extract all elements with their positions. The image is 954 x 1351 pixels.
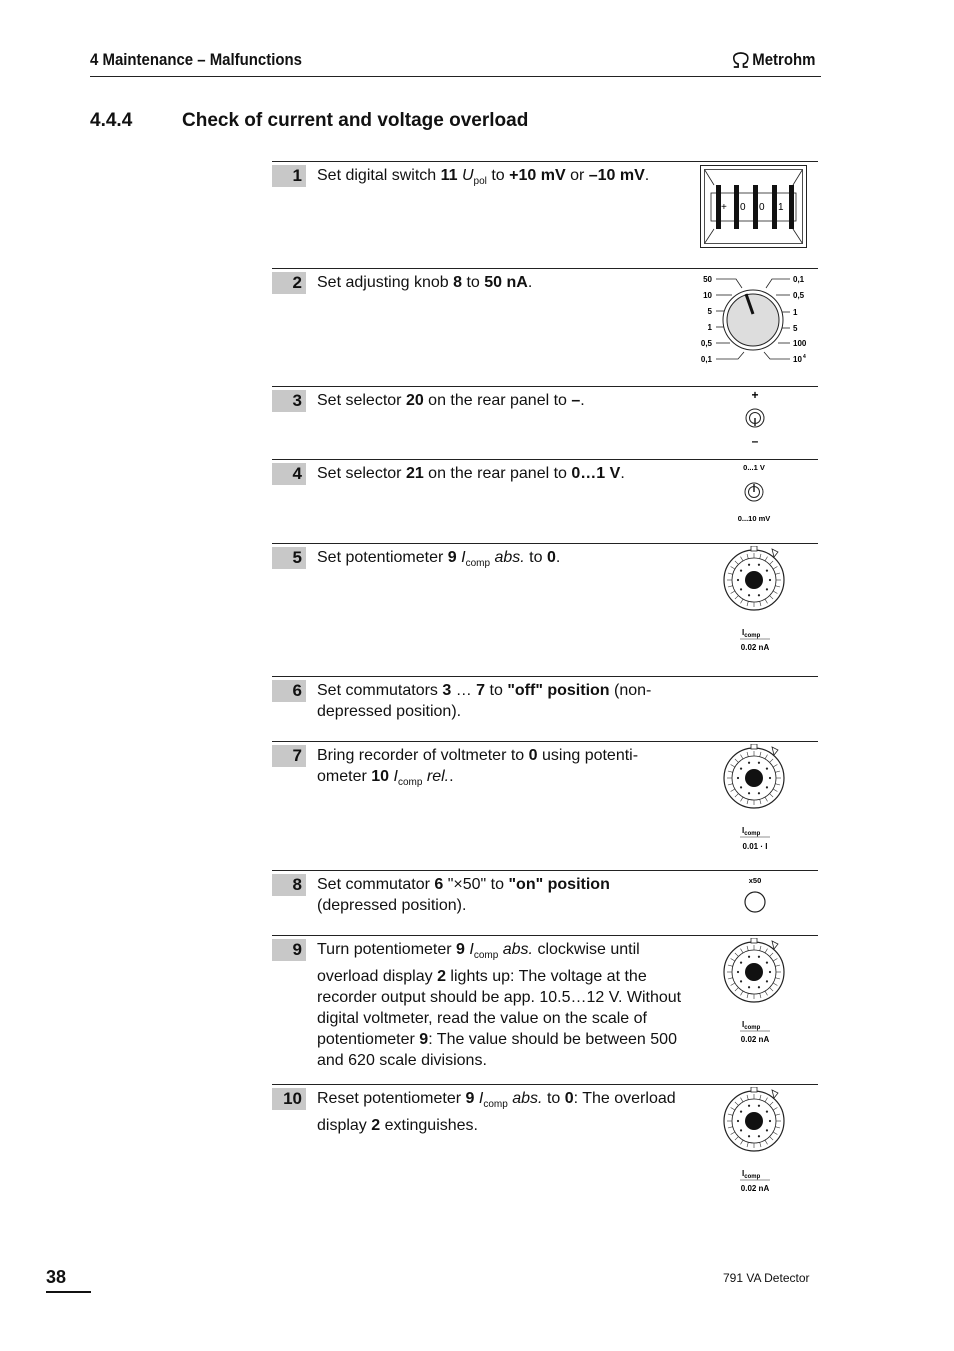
section-title: Check of current and voltage overload [182, 110, 529, 131]
potentiometer-dial [724, 546, 784, 610]
pot-label: $I_{comp}$ [742, 1169, 761, 1180]
pot-label: $I_{comp}$ [742, 826, 761, 837]
switch-digit-4: 1 [778, 202, 784, 213]
digital-switch-figure [700, 165, 808, 249]
toggle-selector-21-figure [726, 460, 784, 526]
step-number: 5 [272, 547, 306, 569]
toggle-top-label: 0...1 V [743, 463, 765, 472]
toggle-plus-label: + [751, 388, 759, 402]
switch-digit-2: 0 [740, 202, 746, 213]
knob-left-label: 10 [703, 291, 712, 300]
knob-left-label: 5 [707, 307, 712, 316]
potentiometer-9-overload-figure [718, 938, 790, 1048]
omega-icon [732, 52, 750, 68]
knob-right-label: 0,5 [793, 291, 805, 300]
switch-digit-3: 0 [759, 202, 765, 213]
step-text: Reset potentiometer 9 $I_{comp}$ abs. to 0: The overload display 2 extinguishes. [317, 1090, 676, 1135]
potentiometer-dial [724, 744, 784, 808]
x50-label: x50 [748, 876, 762, 885]
step-number: 6 [272, 680, 306, 702]
step-text: Set selector 21 on the rear panel to 0…1 V. [317, 465, 625, 482]
step-text: Turn potentiometer 9 $I_{comp}$ abs. clockwise until overload display 2 lights up: The voltage at the recorder output should be app. 10.5…12 V. Without digital voltmeter, read the value on the scale of potentiometer 9: The value should be between 500 and 620 scale divisions. [317, 941, 682, 1070]
knob-right-label: 0,1 [793, 275, 805, 284]
potentiometer-dial [724, 938, 784, 1002]
knob-left-label: 50 [703, 275, 712, 284]
knob-right-label: 10 [793, 355, 802, 364]
step-divider [272, 268, 818, 269]
step-number: 8 [272, 874, 306, 896]
step-number: 3 [272, 390, 306, 412]
step-text: Set selector 20 on the rear panel to –. [317, 392, 585, 409]
potentiometer-10-figure [718, 744, 790, 854]
step-text: Set potentiometer 9 $I_{comp}$ abs. to 0. [317, 549, 561, 570]
chapter-header: 4 Maintenance – Malfunctions [90, 50, 302, 69]
step-divider [272, 386, 818, 387]
step-number: 2 [272, 272, 306, 294]
footer-product: 791 VA Detector [723, 1271, 810, 1285]
step-divider [272, 870, 818, 871]
pot-scale-value: 0.02 nA [740, 1184, 770, 1193]
switch-digit-1: + [721, 202, 727, 213]
potentiometer-9-reset-figure [718, 1087, 790, 1197]
page-number-rule [46, 1291, 91, 1293]
pot-label: $I_{comp}$ [742, 628, 761, 639]
step-text: Bring recorder of voltmeter to 0 using potenti-ometer 10 $I_{comp}$ rel.. [317, 747, 639, 789]
step-number: 4 [272, 463, 306, 485]
knob-left-label: 0,1 [700, 355, 712, 364]
step-text: Set digital switch 11 $U_{pol}$ to +10 mV or –10 mV. [317, 167, 650, 188]
step-text: Set commutator 6 "×50" to "on" position (depressed position). [317, 876, 610, 914]
potentiometer-9-figure [718, 546, 790, 656]
knob-left-label: 1 [707, 323, 712, 332]
toggle-minus-label: – [751, 434, 759, 448]
step-number: 9 [272, 939, 306, 961]
step-divider [272, 741, 818, 742]
adjusting-knob-figure [696, 272, 816, 368]
step-divider [272, 676, 818, 677]
section-number: 4.4.4 [90, 110, 133, 131]
step-number: 1 [272, 165, 306, 187]
step-divider [272, 1084, 818, 1085]
metrohm-logo [732, 50, 815, 70]
knob-right-exponent: 4 [803, 354, 806, 360]
step-text: Set adjusting knob 8 to 50 nA. [317, 274, 533, 291]
step-text: Set commutators 3 … 7 to "off" position (non-depressed position). [317, 682, 652, 720]
pot-scale-value: 0.01 · I [742, 842, 768, 851]
page-number: 38 [46, 1267, 67, 1287]
knob-left-label: 0,5 [700, 339, 712, 348]
toggle-bottom-label: 0...10 mV [737, 514, 771, 523]
pot-label: $I_{comp}$ [742, 1020, 761, 1031]
header-rule [90, 76, 821, 77]
toggle-selector-20-figure [738, 388, 772, 448]
potentiometer-dial [724, 1087, 784, 1151]
step-divider [272, 161, 818, 162]
knob-right-label: 1 [793, 308, 798, 317]
step-number: 10 [272, 1088, 306, 1110]
knob-right-label: 5 [793, 324, 798, 333]
pot-scale-value: 0.02 nA [740, 1035, 770, 1044]
logo-text: Metrohm [752, 50, 816, 69]
step-number: 7 [272, 745, 306, 767]
step-divider [272, 543, 818, 544]
step-divider [272, 935, 818, 936]
knob-right-label: 100 [793, 339, 807, 348]
x50-button-figure [738, 873, 772, 917]
pot-scale-value: 0.02 nA [740, 643, 770, 652]
